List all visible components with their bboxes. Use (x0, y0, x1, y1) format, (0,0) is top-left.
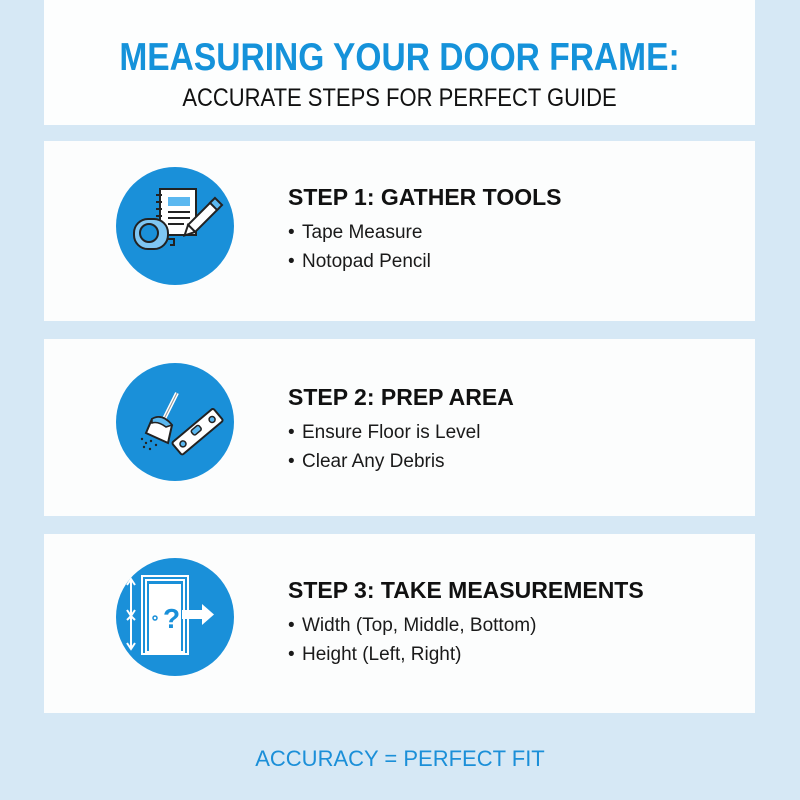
tape-measure-notepad-pencil-icon (116, 167, 234, 285)
step-card-2 (44, 339, 755, 516)
step-title: STEP 3: TAKE MEASUREMENTS (288, 577, 644, 603)
list-item: • Ensure Floor is Level (288, 422, 481, 443)
step-title: STEP 1: GATHER TOOLS (288, 184, 562, 210)
list-item: • Clear Any Debris (288, 451, 445, 472)
step-title: STEP 2: PREP AREA (288, 384, 514, 410)
step-text-1 (288, 184, 561, 276)
list-item: • Tape Measure (288, 222, 423, 243)
step-card-3 (44, 534, 755, 713)
door-frame-measure-icon (116, 558, 234, 676)
page-title: MEASURING YOUR DOOR FRAME: (119, 36, 680, 79)
broom-level-icon (116, 363, 234, 481)
svg-text:?: ? (163, 603, 181, 634)
header-card (44, 0, 755, 125)
page-subtitle: ACCURATE STEPS FOR PERFECT GUIDE (182, 84, 617, 112)
list-item: • Width (Top, Middle, Bottom) (288, 615, 537, 636)
step-text-3 (288, 577, 644, 669)
list-item: • Notopad Pencil (288, 251, 431, 272)
step-text-2 (288, 384, 514, 476)
list-item: • Height (Left, Right) (288, 644, 462, 665)
step-card-1 (44, 141, 755, 321)
footer-tagline: ACCURACY = PERFECT FIT (255, 746, 545, 771)
